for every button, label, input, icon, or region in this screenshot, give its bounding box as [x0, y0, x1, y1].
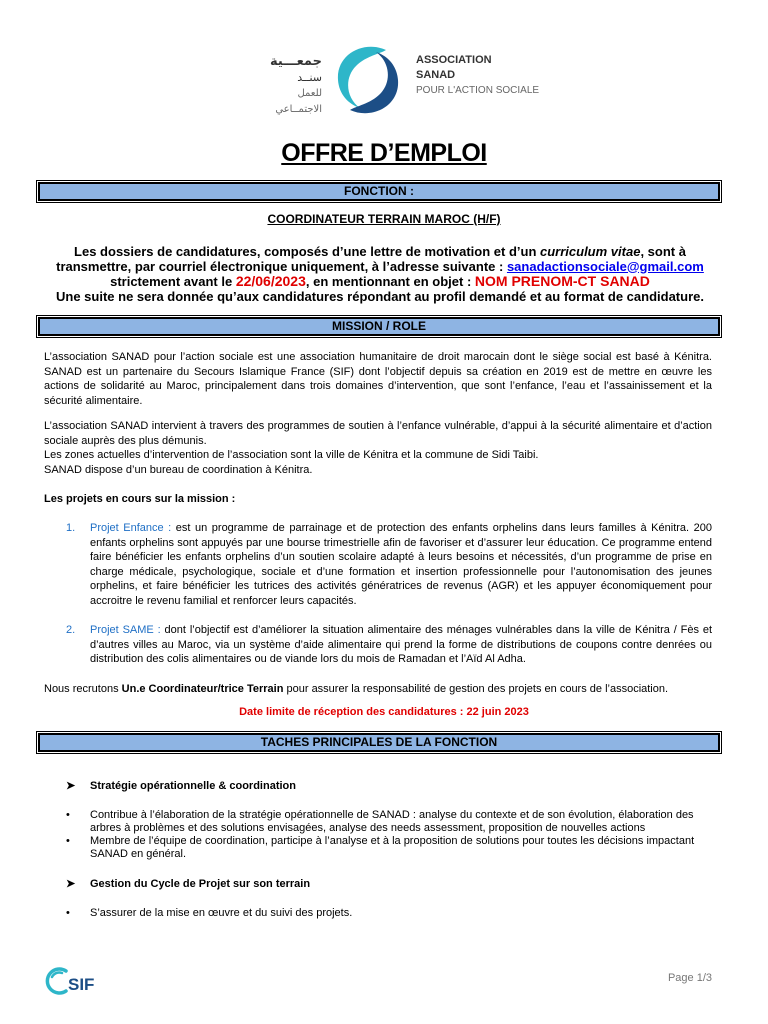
- intro-text-4: Une suite ne sera donnée qu’aux candidatures répondant au profil demandé et au format de candidature.: [56, 288, 704, 304]
- logo-en-line2: SANAD: [416, 69, 456, 81]
- page-number: Page 1/3: [667, 972, 712, 984]
- arrow-bullet-icon: ➤: [66, 780, 76, 792]
- projects-heading: Les projets en cours sur la mission :: [44, 493, 236, 505]
- recruit-text-post: pour assurer la responsabilité de gestion des projets en cours de l’association.: [283, 683, 669, 695]
- intro-text-1: Les dossiers de candidatures, composés d’une lettre de motivation et d’un: [74, 244, 540, 259]
- projects-list: [66, 521, 712, 608]
- association-logo: [0, 44, 768, 114]
- list-item: [66, 521, 712, 608]
- task-heading-text: Stratégie opérationnelle & coordination: [90, 780, 296, 792]
- logo-english-text: [416, 53, 539, 98]
- projects-list-2: [66, 623, 712, 667]
- list-item: • Membre de l’équipe de coordination, participe à l’analyse et à la proposition de solutions pour toutes les décisions impactant SANAD en général.: [66, 835, 712, 861]
- project-name: Projet SAME :: [90, 624, 161, 636]
- intro-text-3: , en mentionnant en objet :: [305, 274, 475, 289]
- list-item: [66, 623, 712, 667]
- recruitment-statement: [44, 682, 712, 697]
- page-title: OFFRE D’EMPLOI: [281, 139, 487, 167]
- logo-en-line1: ASSOCIATION: [416, 54, 492, 66]
- mission-p1: L’association SANAD pour l’action sociale est une association humanitaire de droit marocain dont le siège social est basé à Kénitra. SANAD est un partenaire du Secours Islamique France (SIF) dont l’objectif depuis sa création en 2019 est de mettre en œuvre les actions de solidarité au Maroc, principalement dans trois domaines d’intervention, que sont l’enfance, l’eau et l’assainissement et la sécurité alimentaire.: [44, 351, 712, 407]
- mission-p2b: Les zones actuelles d’intervention de l’association sont la ville de Kénitra et la commune de Sidi Taibi.: [44, 449, 539, 461]
- logo-arabic-line3: للعمل الاجتمــاعي: [275, 88, 322, 115]
- project-number: 2.: [66, 624, 76, 636]
- mission-paragraph-1: [44, 350, 712, 408]
- email-subject: NOM PRENOM-CT SANAD: [474, 273, 650, 289]
- task-heading-strategy: [66, 779, 296, 792]
- logo-en-line3: POUR L'ACTION SOCIALE: [416, 85, 540, 96]
- project-number: 1.: [66, 522, 76, 534]
- deadline-date: 22/06/2023: [235, 273, 306, 289]
- sif-logo: [44, 965, 100, 1002]
- list-item: • Contribue à l’élaboration de la stratégie opérationnelle de SANAD : analyse du contexte et de son évolution, élaboration des arbres à problèmes et des solutions envisagées, analyse des needs assessment, proposition de nouvelles actions: [66, 809, 712, 835]
- strategy-tasks-list: [66, 809, 712, 861]
- project-description: est un programme de parrainage et de protection des enfants orphelins dans leurs familles à Kénitra. 200 enfants orphelins sont appuyés par une bourse trimestrielle afin de favoriser et d’assurer leur éducation. Ce programme entend faire bénéficier les enfants orphelins d’un soutien scolaire adapté à leurs besoins et nécessités, d’un programme de prise en charge médicale, psychologique, sociale et d’une formation et insertion professionnelle pour l’autonomisation des jeunes orphelins, et faire bénéficier les tutrices des activités génératrices de revenus (AGR) et les appuyer économiquement pour accroitre le revenu familial et renforcer leurs capacités.: [90, 522, 712, 607]
- intro-italic-cv: curriculum vitae: [540, 244, 641, 259]
- logo-arabic-line1: جمعـــية: [270, 54, 322, 69]
- section-header-mission: MISSION / ROLE: [38, 317, 720, 336]
- task-heading-text: Gestion du Cycle de Projet sur son terrain: [90, 878, 311, 890]
- project-description: dont l’objectif est d’améliorer la situation alimentaire des ménages vulnérables dans la ville de Kénitra / Fès et d’autres villes au Maroc, via un système d’aide alimentaire qui prend la forme de distributions de coupons contre denrées ou distribution des colis alimentaires ou de viande lors du mois de Ramadan et l’Aïd Al Adha.: [90, 624, 712, 665]
- email-link[interactable]: sanadactionsociale@gmail.com: [506, 258, 704, 274]
- project-name: Projet Enfance :: [90, 522, 172, 534]
- intro-text-1-end: , sont à transmettre, par courriel électronique uniquement, à l’adresse suivante :: [56, 244, 686, 274]
- mission-p2c: SANAD dispose d’un bureau de coordination à Kénitra.: [44, 463, 313, 476]
- application-deadline: Date limite de réception des candidatures : 22 juin 2023: [239, 706, 529, 718]
- sanad-swirl-icon: [328, 44, 408, 116]
- mission-p2a: L’association SANAD intervient à travers des programmes de soutien à l’enfance vulnérable, d’appui à la sécurité alimentaire et d’action sociale auprès des plus démunis.: [44, 420, 712, 447]
- sif-logo-icon: [44, 965, 100, 997]
- arrow-bullet-icon: ➤: [66, 878, 76, 890]
- section-header-fonction: FONCTION :: [38, 182, 720, 201]
- intro-text-2: strictement avant le: [110, 274, 236, 289]
- logo-arabic-line2: سنــد: [297, 71, 322, 84]
- task-heading-project-cycle: [66, 877, 310, 890]
- application-instructions: [40, 245, 720, 304]
- mission-paragraph-2: [44, 419, 712, 477]
- sif-logo-text: SIF: [68, 975, 95, 994]
- recruit-role: Un.e Coordinateur/trice Terrain: [121, 683, 284, 695]
- project-cycle-tasks-list: [66, 907, 712, 920]
- position-title: COORDINATEUR TERRAIN MAROC (H/F): [267, 212, 501, 226]
- list-item: • S’assurer de la mise en œuvre et du suivi des projets.: [66, 907, 712, 920]
- section-header-taches: TACHES PRINCIPALES DE LA FONCTION: [38, 733, 720, 752]
- recruit-text-pre: Nous recrutons: [44, 683, 122, 695]
- logo-arabic-text: [250, 54, 322, 118]
